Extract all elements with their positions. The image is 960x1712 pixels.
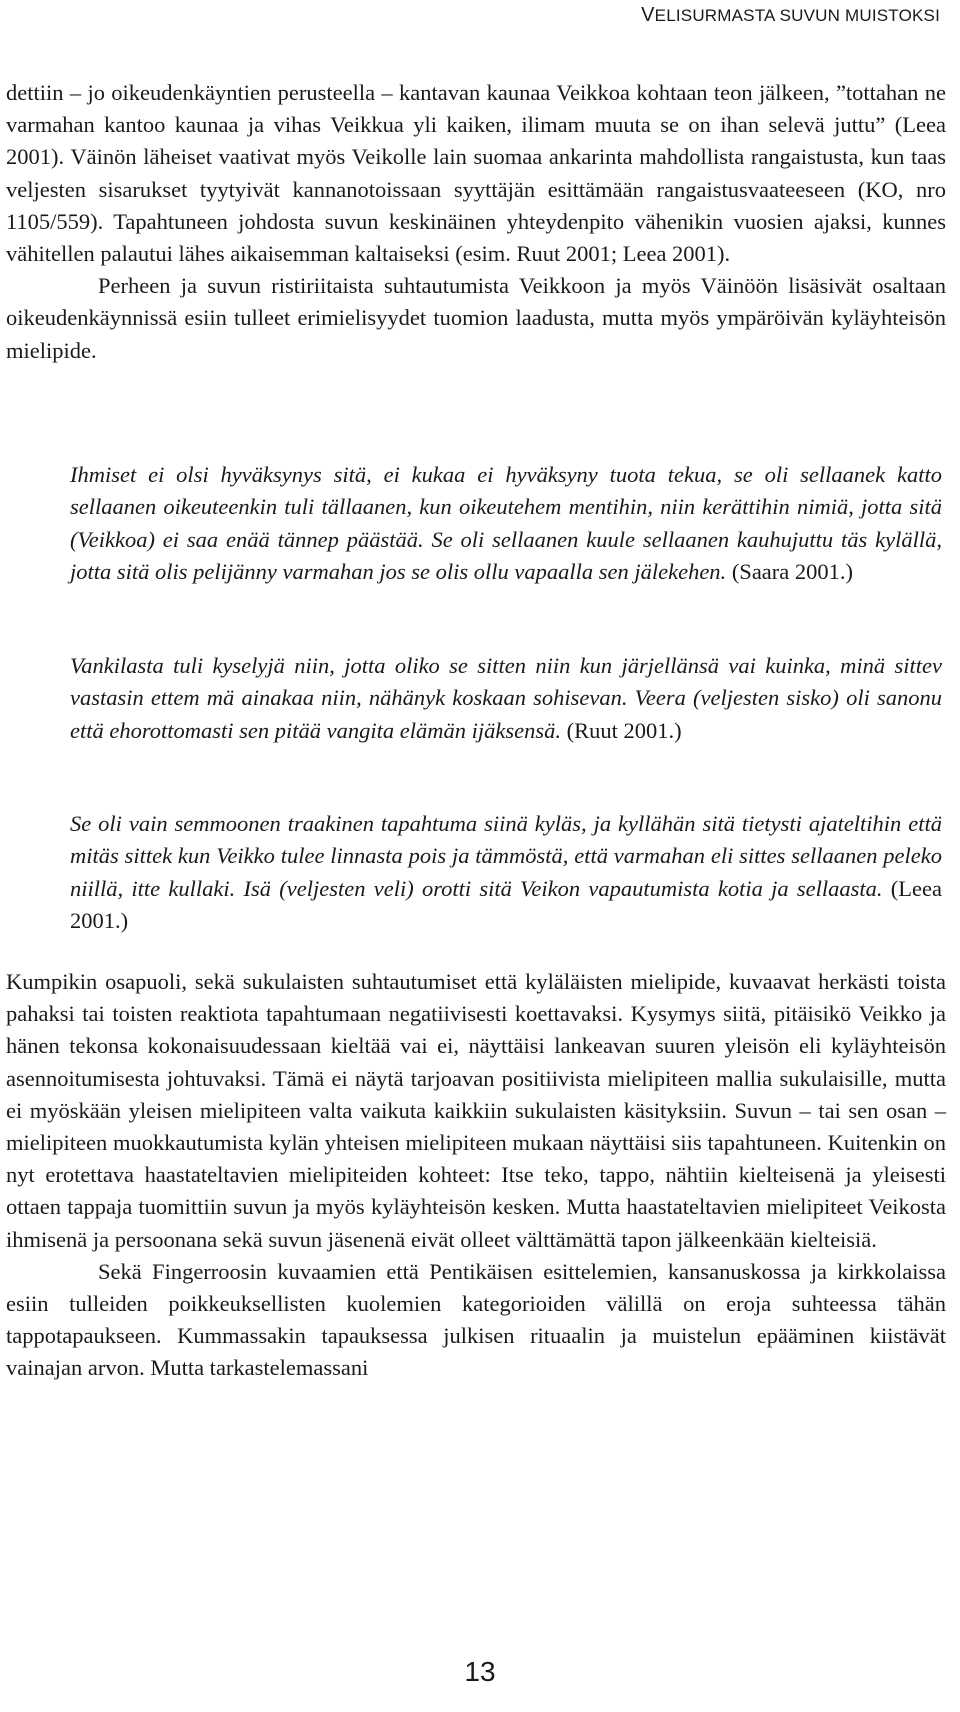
paragraph: Sekä Fingerroosin kuvaamien että Pentikäisen esittelemien, kansanuskossa ja kirkkolaissa esiin tulleiden poikkeuksellisten kuolemien kategorioiden välillä on eroja suhteessa tähän tappotapaukseen. Kummassakin tapauksessa julkisen rituaalin ja muistelun epääminen kiistävät vainajan arvon. Mutta tarkastelemassani — [6, 1258, 946, 1381]
running-header-initial: V — [641, 4, 655, 26]
page-number: 13 — [464, 1656, 496, 1687]
quote-text: Se oli vain semmoonen traakinen tapahtuma siinä kyläs, ja kyllähän sitä tietysti ajateltihin että mitäs sittek kun Veikko tulee linnasta pois ja tämmöstä, että varmahan eli sittes sellaanen peleko niillä, itte kullaki. Isä (veljesten veli) orotti sitä Veikon vapautumista kotia ja sellaasta. — [70, 811, 942, 901]
quote-source: (Leea 2001.) — [70, 875, 942, 934]
paragraph: Perheen ja suvun ristiriitaista suhtautumista Veikkoon ja myös Väinöön lisäsivät osaltaan oikeudenkäynnissä esiin tulleet erimielisyydet tuomion laadusta, mutta myös ympäröivän kyläyhteisön mielipide. — [6, 273, 946, 363]
quote-text: Vankilasta tuli kyselyjä niin, jotta oliko se sitten niin kun järjellänsä vai kuinka, minä sittev vastasin ettem mä ainakaa niin, nähänyk koskaan sohisevan. Veera (veljesten sisko) oli sanonu että ehorottomasti sen pitää vangita elämän ijäksensä. — [70, 653, 942, 743]
running-header-title: ELISURMASTA SUVUN MUISTOKSI — [654, 6, 940, 25]
block-quote — [70, 808, 942, 938]
block-quote — [70, 650, 942, 747]
body-text-bottom — [6, 966, 946, 1385]
quote-text: Ihmiset ei olsi hyväksynys sitä, ei kukaa ei hyväksyny tuota tekua, se oli sellaanek katto sellaanen oikeuteenkin tuli tällaanen, kun oikeutehem mentihin, niin kerättihin nimiä, jotta sitä (Veikkoa) ei saa enää tännep päästää. Se oli sellaanen kuule sellaanen kauhujuttu täs kylällä, jotta sitä olis pelijänny varmahan jos se olis ollu vapaalla sen jälekehen. — [70, 462, 942, 585]
quote-source: (Saara 2001.) — [726, 559, 854, 585]
quote-source: (Ruut 2001.) — [561, 717, 682, 743]
block-quote — [70, 459, 942, 589]
body-text-top — [6, 77, 946, 367]
paragraph: Kumpikin osapuoli, sekä sukulaisten suhtautumiset että kyläläisten mielipide, kuvaavat herkästi toista pahaksi tai toisten reaktiota tapahtumaan negatiivisesti koettavaksi. Kysymys siitä, pitäisikö Veikko ja hänen tekonsa kokonaisuudessaan kieltää vai ei, näyttäisi lankeavan suuren yleisön eli kyläyhteisön asennoitumisesta johtuvaksi. Tämä ei näytä tarjoavan positiivista mielipiteen mallia sukulaisille, mutta ei myöskään yleisen mielipiteen valta vaikuta kaikkiin sukulaisten käsityksiin. Suvun – tai sen osan – mielipiteen muokkautumista kylän yhteisen mielipiteen mukaan näyttäisi siis tapahtuneen. Kuitenkin on nyt erotettava haastateltavien mielipiteiden kohteet: Itse teko, tappo, nähtiin kielteisenä ja yleisesti ottaen tappaja tuomittiin suvun ja myös kyläyhteisön kesken. Mutta haastateltavien mielipiteet Veikosta ihmisenä ja persoonana sekä suvun jäsenenä eivät olleet välttämättä tapon jälkeenkään kielteisiä. — [6, 969, 946, 1252]
paragraph: dettiin – jo oikeudenkäyntien perusteella – kantavan kaunaa Veikkoa kohtaan teon jälkeen, ”tottahan ne varmahan kantoo kaunaa ja vihas Veikkua yli kaiken, ilimam muuta se on ihan selevä juttu” (Leea 2001). Väinön läheiset vaativat myös Veikolle lain suomaa ankarinta mahdollista rangaistusta, kun taas veljesten sisarukset tyytyivät kannanotoissaan syyttäjän esittämään rangaistusvaateeseen (KO, nro 1105/559). Tapahtuneen johdosta suvun keskinäinen yhteydenpito vähenikin vuosien ajaksi, kunnes vähitellen palautui lähes aikaisemman kaltaiseksi (esim. Ruut 2001; Leea 2001). — [6, 80, 946, 267]
running-header — [641, 4, 940, 27]
